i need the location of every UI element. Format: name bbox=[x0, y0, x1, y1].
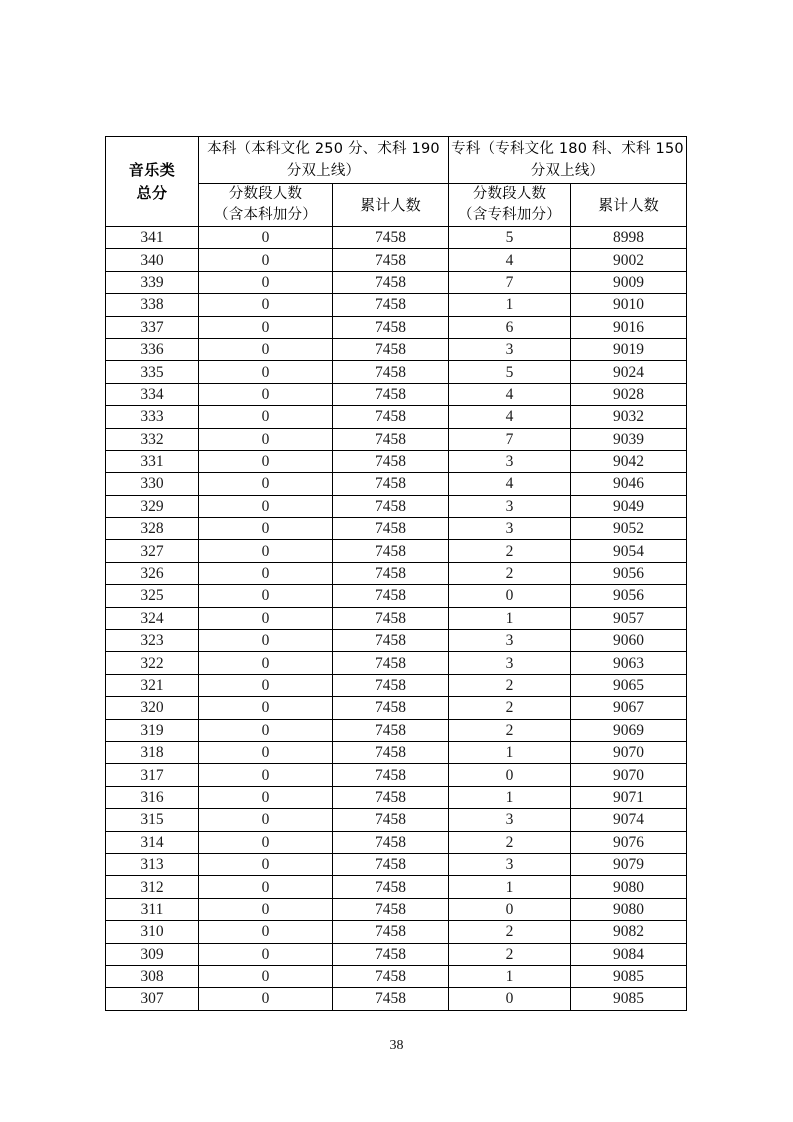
header-benke-segment-line1: 分数段人数 bbox=[228, 186, 303, 202]
cell-zhuanke-segment: 1 bbox=[449, 965, 571, 987]
header-benke-cumulative-count bbox=[333, 184, 449, 227]
table-row bbox=[106, 406, 687, 428]
table-row bbox=[106, 585, 687, 607]
cell-score: 317 bbox=[106, 764, 199, 786]
cell-zhuanke-segment: 4 bbox=[449, 383, 571, 405]
cell-zhuanke-cumulative: 9080 bbox=[571, 876, 687, 898]
cell-benke-segment: 0 bbox=[199, 428, 333, 450]
cell-zhuanke-segment: 5 bbox=[449, 361, 571, 383]
cell-benke-segment: 0 bbox=[199, 383, 333, 405]
cell-zhuanke-cumulative: 9010 bbox=[571, 294, 687, 316]
cell-benke-cumulative: 7458 bbox=[333, 249, 449, 271]
cell-benke-segment: 0 bbox=[199, 898, 333, 920]
cell-zhuanke-cumulative: 9056 bbox=[571, 585, 687, 607]
cell-score: 340 bbox=[106, 249, 199, 271]
cell-zhuanke-cumulative: 9085 bbox=[571, 965, 687, 987]
cell-zhuanke-segment: 0 bbox=[449, 585, 571, 607]
cell-score: 320 bbox=[106, 697, 199, 719]
table-row bbox=[106, 450, 687, 472]
table-header bbox=[106, 137, 687, 227]
cell-score: 334 bbox=[106, 383, 199, 405]
cell-benke-segment: 0 bbox=[199, 585, 333, 607]
table-row bbox=[106, 249, 687, 271]
cell-benke-segment: 0 bbox=[199, 473, 333, 495]
cell-benke-cumulative: 7458 bbox=[333, 853, 449, 875]
cell-benke-cumulative: 7458 bbox=[333, 786, 449, 808]
cell-benke-segment: 0 bbox=[199, 943, 333, 965]
cell-score: 316 bbox=[106, 786, 199, 808]
cell-benke-cumulative: 7458 bbox=[333, 831, 449, 853]
score-distribution-table bbox=[105, 136, 687, 1011]
table-row bbox=[106, 786, 687, 808]
cell-zhuanke-segment: 2 bbox=[449, 562, 571, 584]
header-score-line1: 音乐类 bbox=[128, 160, 176, 179]
cell-zhuanke-cumulative: 9080 bbox=[571, 898, 687, 920]
cell-benke-cumulative: 7458 bbox=[333, 876, 449, 898]
table-row bbox=[106, 338, 687, 360]
table-row bbox=[106, 809, 687, 831]
cell-benke-segment: 0 bbox=[199, 876, 333, 898]
cell-benke-cumulative: 7458 bbox=[333, 607, 449, 629]
cell-benke-cumulative: 7458 bbox=[333, 428, 449, 450]
cell-score: 339 bbox=[106, 271, 199, 293]
table-row bbox=[106, 853, 687, 875]
cell-score: 335 bbox=[106, 361, 199, 383]
cell-zhuanke-cumulative: 9069 bbox=[571, 719, 687, 741]
cell-zhuanke-segment: 0 bbox=[449, 898, 571, 920]
header-benke-segment-count bbox=[199, 184, 333, 227]
cell-benke-segment: 0 bbox=[199, 652, 333, 674]
cell-zhuanke-cumulative: 9076 bbox=[571, 831, 687, 853]
cell-benke-segment: 0 bbox=[199, 406, 333, 428]
cell-score: 308 bbox=[106, 965, 199, 987]
header-score-column bbox=[106, 137, 199, 227]
header-group-zhuanke-line2: 分双上线） bbox=[530, 163, 605, 179]
cell-score: 318 bbox=[106, 741, 199, 763]
cell-benke-segment: 0 bbox=[199, 227, 333, 249]
table-row bbox=[106, 652, 687, 674]
cell-benke-cumulative: 7458 bbox=[333, 361, 449, 383]
cell-benke-cumulative: 7458 bbox=[333, 943, 449, 965]
cell-score: 326 bbox=[106, 562, 199, 584]
cell-benke-segment: 0 bbox=[199, 316, 333, 338]
cell-zhuanke-cumulative: 9070 bbox=[571, 741, 687, 763]
cell-score: 327 bbox=[106, 540, 199, 562]
cell-score: 325 bbox=[106, 585, 199, 607]
cell-zhuanke-segment: 1 bbox=[449, 876, 571, 898]
cell-benke-cumulative: 7458 bbox=[333, 630, 449, 652]
cell-zhuanke-segment: 5 bbox=[449, 227, 571, 249]
table-row bbox=[106, 495, 687, 517]
cell-zhuanke-cumulative: 9060 bbox=[571, 630, 687, 652]
cell-benke-cumulative: 7458 bbox=[333, 383, 449, 405]
cell-benke-cumulative: 7458 bbox=[333, 338, 449, 360]
table-row bbox=[106, 943, 687, 965]
cell-zhuanke-segment: 1 bbox=[449, 741, 571, 763]
cell-zhuanke-cumulative: 9028 bbox=[571, 383, 687, 405]
table-row bbox=[106, 294, 687, 316]
cell-zhuanke-cumulative: 9056 bbox=[571, 562, 687, 584]
header-group-benke bbox=[199, 137, 449, 184]
cell-score: 311 bbox=[106, 898, 199, 920]
cell-zhuanke-segment: 4 bbox=[449, 249, 571, 271]
cell-benke-segment: 0 bbox=[199, 294, 333, 316]
table-row bbox=[106, 361, 687, 383]
cell-zhuanke-cumulative: 9019 bbox=[571, 338, 687, 360]
cell-zhuanke-cumulative: 9079 bbox=[571, 853, 687, 875]
cell-zhuanke-segment: 4 bbox=[449, 473, 571, 495]
cell-benke-cumulative: 7458 bbox=[333, 450, 449, 472]
cell-zhuanke-cumulative: 9085 bbox=[571, 988, 687, 1010]
cell-zhuanke-cumulative: 8998 bbox=[571, 227, 687, 249]
cell-zhuanke-segment: 2 bbox=[449, 540, 571, 562]
cell-zhuanke-cumulative: 9084 bbox=[571, 943, 687, 965]
cell-zhuanke-cumulative: 9039 bbox=[571, 428, 687, 450]
cell-benke-segment: 0 bbox=[199, 674, 333, 696]
cell-zhuanke-cumulative: 9054 bbox=[571, 540, 687, 562]
table-row bbox=[106, 741, 687, 763]
cell-zhuanke-segment: 3 bbox=[449, 652, 571, 674]
cell-score: 324 bbox=[106, 607, 199, 629]
cell-zhuanke-segment: 3 bbox=[449, 809, 571, 831]
cell-score: 322 bbox=[106, 652, 199, 674]
table-row bbox=[106, 674, 687, 696]
cell-benke-cumulative: 7458 bbox=[333, 719, 449, 741]
table-row bbox=[106, 965, 687, 987]
cell-benke-segment: 0 bbox=[199, 853, 333, 875]
cell-benke-cumulative: 7458 bbox=[333, 406, 449, 428]
header-zhuanke-segment-line2: （含专科加分） bbox=[458, 207, 561, 223]
cell-score: 314 bbox=[106, 831, 199, 853]
cell-score: 309 bbox=[106, 943, 199, 965]
cell-zhuanke-segment: 3 bbox=[449, 518, 571, 540]
cell-score: 333 bbox=[106, 406, 199, 428]
cell-score: 319 bbox=[106, 719, 199, 741]
cell-zhuanke-segment: 0 bbox=[449, 988, 571, 1010]
cell-zhuanke-cumulative: 9032 bbox=[571, 406, 687, 428]
cell-zhuanke-cumulative: 9057 bbox=[571, 607, 687, 629]
table-row bbox=[106, 764, 687, 786]
cell-benke-cumulative: 7458 bbox=[333, 562, 449, 584]
cell-benke-cumulative: 7458 bbox=[333, 495, 449, 517]
header-score-line2: 总分 bbox=[136, 183, 168, 202]
header-zhuanke-cumulative-count bbox=[571, 184, 687, 227]
cell-benke-segment: 0 bbox=[199, 630, 333, 652]
table-body bbox=[106, 227, 687, 1011]
table-row bbox=[106, 988, 687, 1010]
table-row bbox=[106, 876, 687, 898]
table-row bbox=[106, 898, 687, 920]
cell-zhuanke-cumulative: 9009 bbox=[571, 271, 687, 293]
cell-benke-cumulative: 7458 bbox=[333, 227, 449, 249]
cell-benke-segment: 0 bbox=[199, 719, 333, 741]
cell-benke-segment: 0 bbox=[199, 607, 333, 629]
cell-benke-cumulative: 7458 bbox=[333, 965, 449, 987]
cell-zhuanke-segment: 3 bbox=[449, 495, 571, 517]
cell-score: 315 bbox=[106, 809, 199, 831]
cell-benke-segment: 0 bbox=[199, 338, 333, 360]
cell-zhuanke-segment: 1 bbox=[449, 294, 571, 316]
cell-zhuanke-cumulative: 9063 bbox=[571, 652, 687, 674]
header-group-benke-line2: 分双上线） bbox=[286, 163, 361, 179]
cell-benke-cumulative: 7458 bbox=[333, 921, 449, 943]
cell-benke-cumulative: 7458 bbox=[333, 316, 449, 338]
cell-zhuanke-cumulative: 9002 bbox=[571, 249, 687, 271]
cell-score: 330 bbox=[106, 473, 199, 495]
cell-score: 337 bbox=[106, 316, 199, 338]
cell-zhuanke-cumulative: 9071 bbox=[571, 786, 687, 808]
page-number: 38 bbox=[389, 1038, 404, 1053]
cell-score: 310 bbox=[106, 921, 199, 943]
cell-benke-segment: 0 bbox=[199, 495, 333, 517]
cell-zhuanke-segment: 3 bbox=[449, 450, 571, 472]
cell-benke-segment: 0 bbox=[199, 786, 333, 808]
cell-score: 332 bbox=[106, 428, 199, 450]
cell-benke-cumulative: 7458 bbox=[333, 764, 449, 786]
table-row bbox=[106, 316, 687, 338]
table-row bbox=[106, 630, 687, 652]
table-row bbox=[106, 383, 687, 405]
cell-zhuanke-segment: 3 bbox=[449, 630, 571, 652]
cell-zhuanke-segment: 2 bbox=[449, 697, 571, 719]
table-row bbox=[106, 831, 687, 853]
cell-zhuanke-cumulative: 9052 bbox=[571, 518, 687, 540]
cell-benke-cumulative: 7458 bbox=[333, 271, 449, 293]
cell-benke-segment: 0 bbox=[199, 921, 333, 943]
cell-zhuanke-segment: 0 bbox=[449, 764, 571, 786]
table-row bbox=[106, 518, 687, 540]
cell-benke-segment: 0 bbox=[199, 450, 333, 472]
cell-zhuanke-segment: 2 bbox=[449, 943, 571, 965]
cell-benke-cumulative: 7458 bbox=[333, 674, 449, 696]
cell-score: 307 bbox=[106, 988, 199, 1010]
header-zhuanke-cumulative-label: 累计人数 bbox=[598, 195, 659, 214]
cell-benke-segment: 0 bbox=[199, 809, 333, 831]
cell-benke-cumulative: 7458 bbox=[333, 741, 449, 763]
cell-benke-cumulative: 7458 bbox=[333, 540, 449, 562]
cell-benke-segment: 0 bbox=[199, 540, 333, 562]
cell-zhuanke-cumulative: 9065 bbox=[571, 674, 687, 696]
cell-zhuanke-segment: 3 bbox=[449, 338, 571, 360]
cell-benke-segment: 0 bbox=[199, 271, 333, 293]
header-benke-cumulative-label: 累计人数 bbox=[360, 195, 421, 214]
header-row-groups bbox=[106, 137, 687, 184]
cell-score: 331 bbox=[106, 450, 199, 472]
cell-benke-segment: 0 bbox=[199, 741, 333, 763]
cell-zhuanke-segment: 1 bbox=[449, 607, 571, 629]
cell-zhuanke-segment: 3 bbox=[449, 853, 571, 875]
cell-benke-segment: 0 bbox=[199, 518, 333, 540]
cell-zhuanke-cumulative: 9074 bbox=[571, 809, 687, 831]
cell-benke-cumulative: 7458 bbox=[333, 809, 449, 831]
cell-benke-segment: 0 bbox=[199, 965, 333, 987]
table-row bbox=[106, 271, 687, 293]
header-group-zhuanke bbox=[449, 137, 687, 184]
cell-score: 321 bbox=[106, 674, 199, 696]
cell-score: 312 bbox=[106, 876, 199, 898]
cell-zhuanke-segment: 2 bbox=[449, 831, 571, 853]
cell-benke-segment: 0 bbox=[199, 249, 333, 271]
table-row bbox=[106, 473, 687, 495]
table-row bbox=[106, 562, 687, 584]
cell-benke-segment: 0 bbox=[199, 988, 333, 1010]
cell-benke-cumulative: 7458 bbox=[333, 898, 449, 920]
cell-zhuanke-cumulative: 9042 bbox=[571, 450, 687, 472]
cell-score: 329 bbox=[106, 495, 199, 517]
cell-benke-cumulative: 7458 bbox=[333, 473, 449, 495]
cell-benke-cumulative: 7458 bbox=[333, 518, 449, 540]
cell-score: 336 bbox=[106, 338, 199, 360]
header-zhuanke-segment-count bbox=[449, 184, 571, 227]
cell-score: 338 bbox=[106, 294, 199, 316]
header-zhuanke-segment-line1: 分数段人数 bbox=[472, 186, 547, 202]
table-row bbox=[106, 921, 687, 943]
cell-zhuanke-segment: 2 bbox=[449, 674, 571, 696]
cell-score: 328 bbox=[106, 518, 199, 540]
header-group-benke-line1: 本科（本科文化 250 分、术科 190 bbox=[207, 141, 440, 157]
cell-score: 313 bbox=[106, 853, 199, 875]
cell-zhuanke-cumulative: 9082 bbox=[571, 921, 687, 943]
cell-zhuanke-cumulative: 9046 bbox=[571, 473, 687, 495]
cell-benke-segment: 0 bbox=[199, 361, 333, 383]
cell-zhuanke-segment: 7 bbox=[449, 428, 571, 450]
cell-benke-cumulative: 7458 bbox=[333, 652, 449, 674]
cell-score: 341 bbox=[106, 227, 199, 249]
cell-score: 323 bbox=[106, 630, 199, 652]
cell-zhuanke-cumulative: 9049 bbox=[571, 495, 687, 517]
cell-benke-segment: 0 bbox=[199, 697, 333, 719]
cell-benke-cumulative: 7458 bbox=[333, 988, 449, 1010]
cell-zhuanke-segment: 6 bbox=[449, 316, 571, 338]
table-row bbox=[106, 719, 687, 741]
cell-zhuanke-cumulative: 9070 bbox=[571, 764, 687, 786]
header-benke-segment-line2: （含本科加分） bbox=[214, 207, 317, 223]
cell-benke-cumulative: 7458 bbox=[333, 294, 449, 316]
cell-zhuanke-cumulative: 9067 bbox=[571, 697, 687, 719]
cell-benke-segment: 0 bbox=[199, 831, 333, 853]
cell-zhuanke-segment: 2 bbox=[449, 719, 571, 741]
cell-benke-cumulative: 7458 bbox=[333, 585, 449, 607]
header-group-zhuanke-line1: 专科（专科文化 180 科、术科 150 bbox=[451, 141, 684, 157]
cell-benke-segment: 0 bbox=[199, 562, 333, 584]
table-row bbox=[106, 540, 687, 562]
cell-zhuanke-segment: 2 bbox=[449, 921, 571, 943]
cell-zhuanke-cumulative: 9016 bbox=[571, 316, 687, 338]
cell-benke-cumulative: 7458 bbox=[333, 697, 449, 719]
cell-zhuanke-segment: 7 bbox=[449, 271, 571, 293]
table-row bbox=[106, 607, 687, 629]
cell-zhuanke-cumulative: 9024 bbox=[571, 361, 687, 383]
cell-benke-segment: 0 bbox=[199, 764, 333, 786]
table-row bbox=[106, 697, 687, 719]
table-row bbox=[106, 227, 687, 249]
cell-zhuanke-segment: 4 bbox=[449, 406, 571, 428]
cell-zhuanke-segment: 1 bbox=[449, 786, 571, 808]
table-row bbox=[106, 428, 687, 450]
